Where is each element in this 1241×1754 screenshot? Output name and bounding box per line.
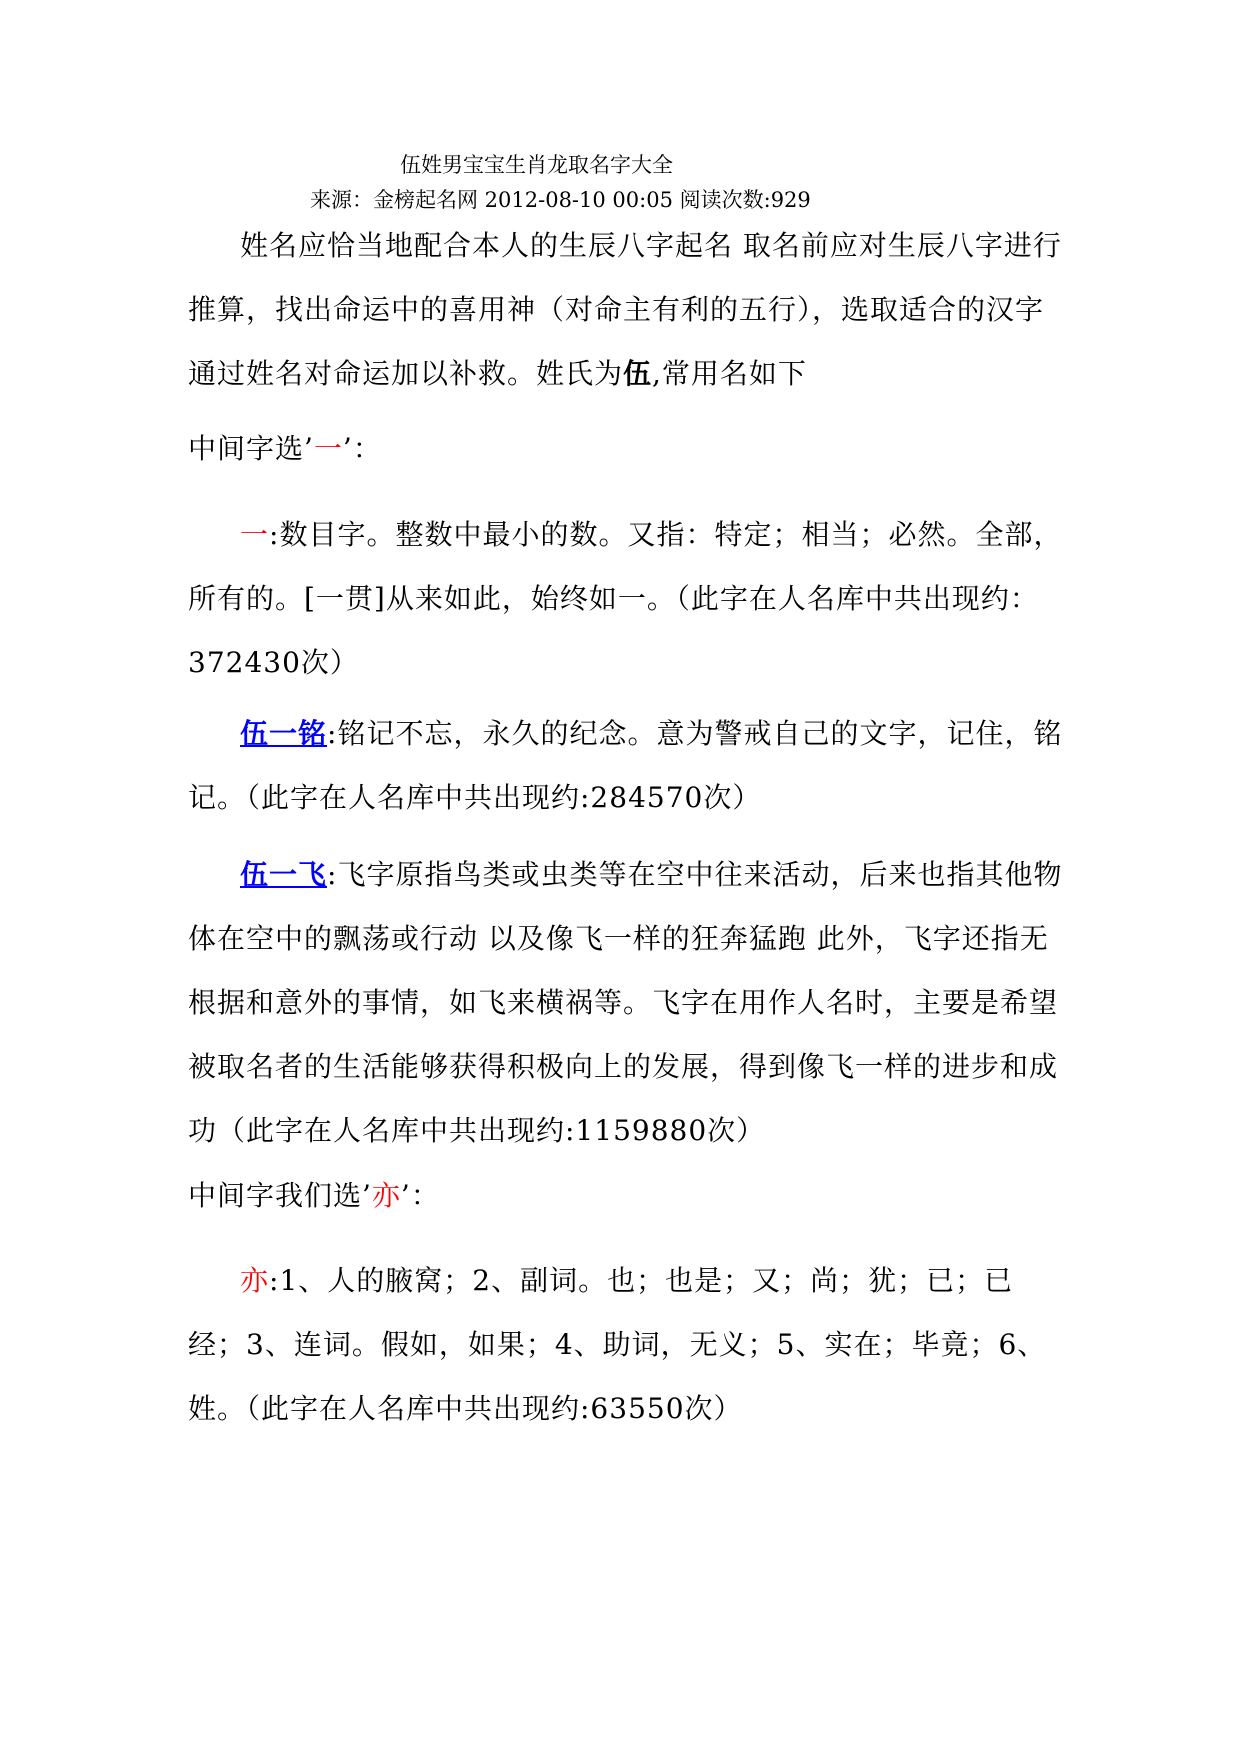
heading-suffix: ’： xyxy=(400,1179,440,1212)
name-description: :铭记不忘，永久的纪念。意为警戒自己的文字，记住，铭记。（此字在人名库中共出现约:284570次） xyxy=(188,717,1063,814)
heading-char: 一 xyxy=(313,432,343,465)
heading-prefix: 中间字选’ xyxy=(188,432,314,465)
document-title: 伍姓男宝宝生肖龙取名字大全 xyxy=(400,153,673,177)
section-heading-2 xyxy=(188,1164,1068,1228)
intro-text: 姓名应恰当地配合本人的生辰八字起名 取名前应对生辰八字进行推算，找出命运中的喜用神（对命主有利的五行），选取适合的汉字通过姓名对命运加以补救。姓氏为 xyxy=(188,229,1062,390)
char-definition-2 xyxy=(188,1249,1068,1441)
defined-char: 一 xyxy=(240,518,270,551)
heading-prefix: 中间字我们选’ xyxy=(188,1179,372,1212)
name-entry-1 xyxy=(188,702,1068,830)
char-definition-1 xyxy=(188,503,1068,695)
char-definition-text: :1、人的腋窝；2、副词。也；也是；又；尚；犹；已；已经；3、连词。假如，如果；4、助词，无义；5、实在；毕竟；6、姓。（此字在人名库中共出现约:63550次） xyxy=(188,1264,1047,1425)
heading-suffix: ’： xyxy=(342,432,382,465)
heading-char: 亦 xyxy=(371,1179,401,1212)
name-entry-2 xyxy=(188,843,1068,1163)
name-link[interactable]: 伍一铭 xyxy=(240,717,328,750)
intro-paragraph xyxy=(188,214,1068,406)
surname: 伍 xyxy=(623,357,653,390)
name-link[interactable]: 伍一飞 xyxy=(240,858,328,891)
defined-char: 亦 xyxy=(240,1264,270,1297)
document-meta: 来源：金榜起名网 2012-08-10 00:05 阅读次数:929 xyxy=(310,188,811,212)
intro-text-end: ,常用名如下 xyxy=(652,357,807,390)
section-heading-1 xyxy=(188,417,1068,481)
name-description: :飞字原指鸟类或虫类等在空中往来活动，后来也指其他物体在空中的飘荡或行动 以及像飞一样的狂奔猛跑 此外，飞字还指无根据和意外的事情，如飞来横祸等。飞字在用作人名时，主要是希望被取名者的生活能够获得积极向上的发展，得到像飞一样的进步和成功（此字在人名库中共出现约:1159880次） xyxy=(188,858,1063,1147)
char-definition-text: :数目字。整数中最小的数。又指：特定；相当；必然。全部，所有的。[一贯]从来如此，始终如一。（此字在人名库中共出现约：372430次） xyxy=(188,518,1063,679)
